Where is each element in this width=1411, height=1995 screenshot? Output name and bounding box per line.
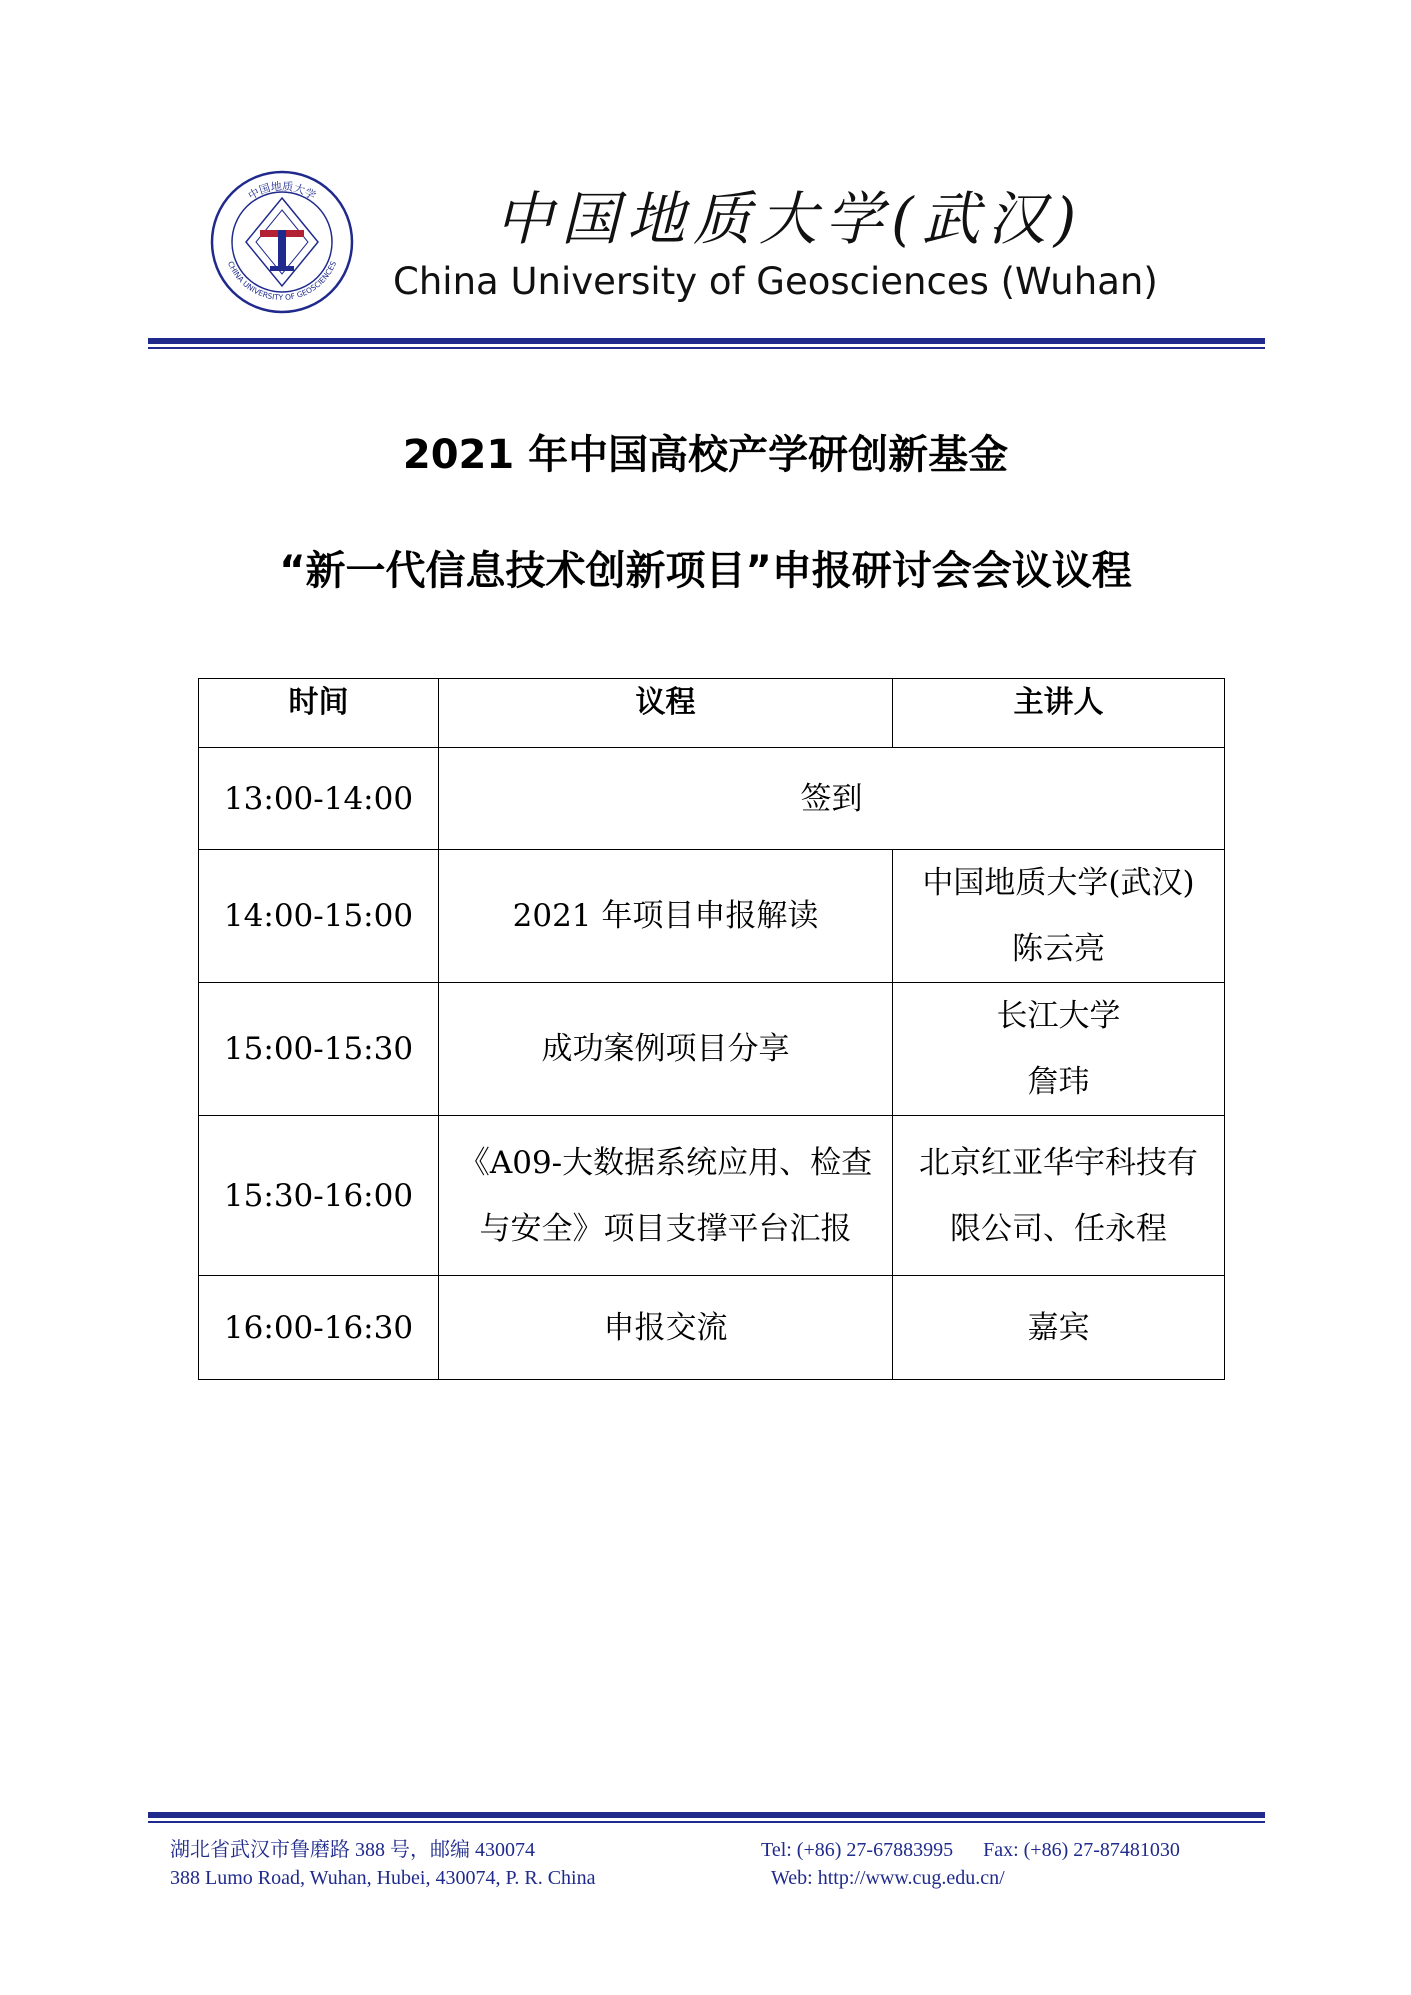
row-agenda: [439, 850, 893, 983]
agenda-line: 成功案例项目分享: [541, 1031, 790, 1067]
address-en: 388 Lumo Road, Wuhan, Hubei, 430074, P. R. China: [170, 1867, 596, 1889]
agenda-line: 2021 年项目申报解读: [512, 898, 819, 934]
title-line-2: “新一代信息技术创新项目”申报研讨会会议议程: [279, 548, 1132, 594]
row-time: 13:00-14:00: [199, 748, 439, 850]
speaker-line: 嘉宾: [1027, 1309, 1090, 1346]
footer-contact: [761, 1836, 1180, 1892]
row-agenda: [439, 1116, 893, 1276]
row-agenda: [439, 748, 1225, 850]
speaker-line: 陈云亮: [1012, 931, 1105, 967]
university-name-cn: 中国地质大学(武汉): [495, 185, 1085, 253]
agenda-line: 《A09-大数据系统应用、检查: [458, 1144, 873, 1181]
table-row: [199, 748, 1225, 850]
table-row: [199, 1276, 1225, 1380]
contact-phone-line: [761, 1836, 1180, 1864]
header-speaker: 主讲人: [893, 679, 1225, 748]
table-row: [199, 983, 1225, 1116]
header-agenda: 议程: [439, 679, 893, 748]
footer-address: [170, 1836, 595, 1892]
speaker-line: 詹玮: [1027, 1064, 1090, 1100]
header-time: 时间: [199, 679, 439, 748]
footer-rule-thick: [148, 1812, 1265, 1818]
table-row: [199, 1116, 1225, 1276]
row-time: 15:00-15:30: [199, 983, 439, 1116]
row-speaker: [893, 1116, 1225, 1276]
header-rule-thick: [148, 338, 1265, 344]
title-line-1: 2021 年中国高校产学研创新基金: [402, 432, 1009, 478]
row-time: 14:00-15:00: [199, 850, 439, 983]
row-time: 15:30-16:00: [199, 1116, 439, 1276]
speaker-line: 中国地质大学(武汉): [922, 865, 1195, 901]
table-header-row: [199, 679, 1225, 748]
university-logo: [210, 170, 354, 314]
speaker-line: 长江大学: [996, 998, 1121, 1034]
row-agenda: [439, 983, 893, 1116]
footer-rule-thin: [148, 1821, 1265, 1823]
agenda-line: 与安全》项目支撑平台汇报: [479, 1210, 852, 1247]
row-speaker: [893, 983, 1225, 1116]
address-cn: 湖北省武汉市鲁磨路 388 号，邮编 430074: [170, 1839, 535, 1861]
row-agenda: [439, 1276, 893, 1380]
university-name-en: China University of Geosciences (Wuhan): [393, 260, 1158, 303]
logo-text-top: 中国地质大学: [245, 179, 319, 203]
agenda-table: [198, 678, 1225, 1380]
header-rule-thin: [148, 347, 1265, 349]
agenda-line: 签到: [800, 780, 863, 817]
footer-tel: Tel: (+86) 27-67883995: [761, 1839, 954, 1861]
speaker-line: 北京红亚华宇科技有: [919, 1144, 1198, 1181]
footer-web[interactable]: Web: http://www.cug.edu.cn/: [771, 1867, 1005, 1889]
row-time: 16:00-16:30: [199, 1276, 439, 1380]
agenda-line: 申报交流: [603, 1309, 728, 1346]
row-speaker: [893, 850, 1225, 983]
row-speaker: [893, 1276, 1225, 1380]
footer-fax: Fax: (+86) 27-87481030: [983, 1839, 1180, 1861]
table-row: [199, 850, 1225, 983]
speaker-line: 限公司、任永程: [950, 1210, 1167, 1247]
logo-text-bottom: CHINA UNIVERSITY OF GEOSCIENCES: [225, 259, 339, 303]
